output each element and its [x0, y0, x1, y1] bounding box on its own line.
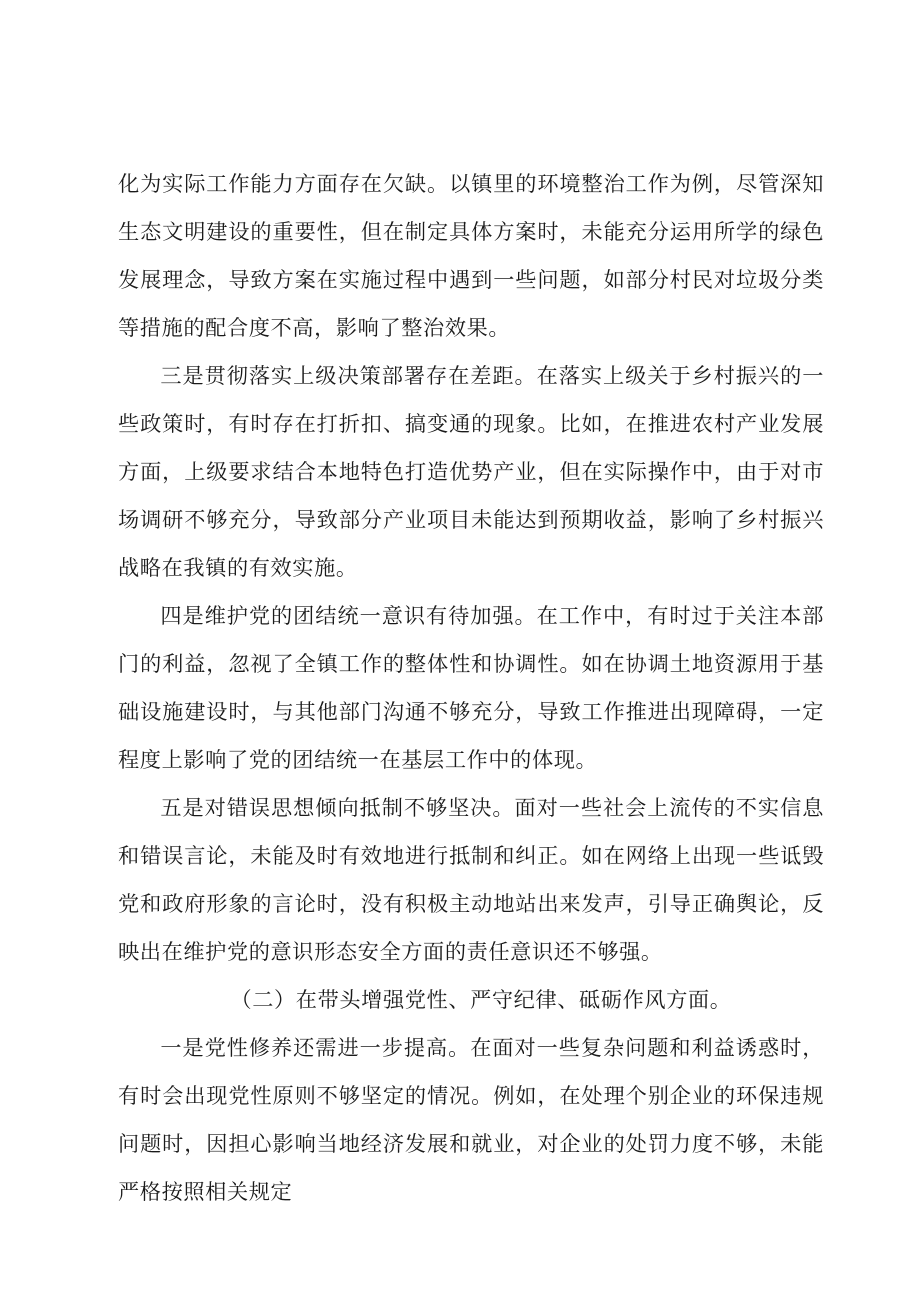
paragraph-point-five: 五是对错误思想倾向抵制不够坚决。面对一些社会上流传的不实信息和错误言论，未能及时有效地进行抵制和纠正。如在网络上出现一些诋毁党和政府形象的言论时，没有积极主动地站出来发声，引导正确舆论，反映出在维护党的意识形态安全方面的责任意识还不够强。: [118, 795, 824, 964]
section-heading-two: （二）在带头增强党性、严守纪律、砥砺作风方面。: [230, 987, 732, 1012]
paragraph-point-three: 三是贯彻落实上级决策部署存在差距。在落实上级关于乡村振兴的一些政策时，有时存在打折扣、搞变通的现象。比如，在推进农村产业发展方面，上级要求结合本地特色打造优势产业，但在实际操作中，由于对市场调研不够充分，导致部分产业项目未能达到预期收益，影响了乡村振兴战略在我镇的有效实施。: [118, 363, 824, 580]
paragraph-point-one: 一是党性修养还需进一步提高。在面对一些复杂问题和利益诱惑时，有时会出现党性原则不够坚定的情况。例如，在处理个别企业的环保违规问题时，因担心影响当地经济发展和就业，对企业的处罚力度不够，未能严格按照相关规定: [118, 1035, 824, 1204]
paragraph-continuation: 化为实际工作能力方面存在欠缺。以镇里的环境整治工作为例，尽管深知生态文明建设的重要性，但在制定具体方案时，未能充分运用所学的绿色发展理念，导致方案在实施过程中遇到一些问题，如部分村民对垃圾分类等措施的配合度不高，影响了整治效果。: [118, 171, 824, 340]
document-body: [118, 160, 824, 1216]
paragraph-point-four: 四是维护党的团结统一意识有待加强。在工作中，有时过于关注本部门的利益，忽视了全镇工作的整体性和协调性。如在协调土地资源用于基础设施建设时，与其他部门沟通不够充分，导致工作推进出现障碍，一定程度上影响了党的团结统一在基层工作中的体现。: [118, 603, 824, 772]
